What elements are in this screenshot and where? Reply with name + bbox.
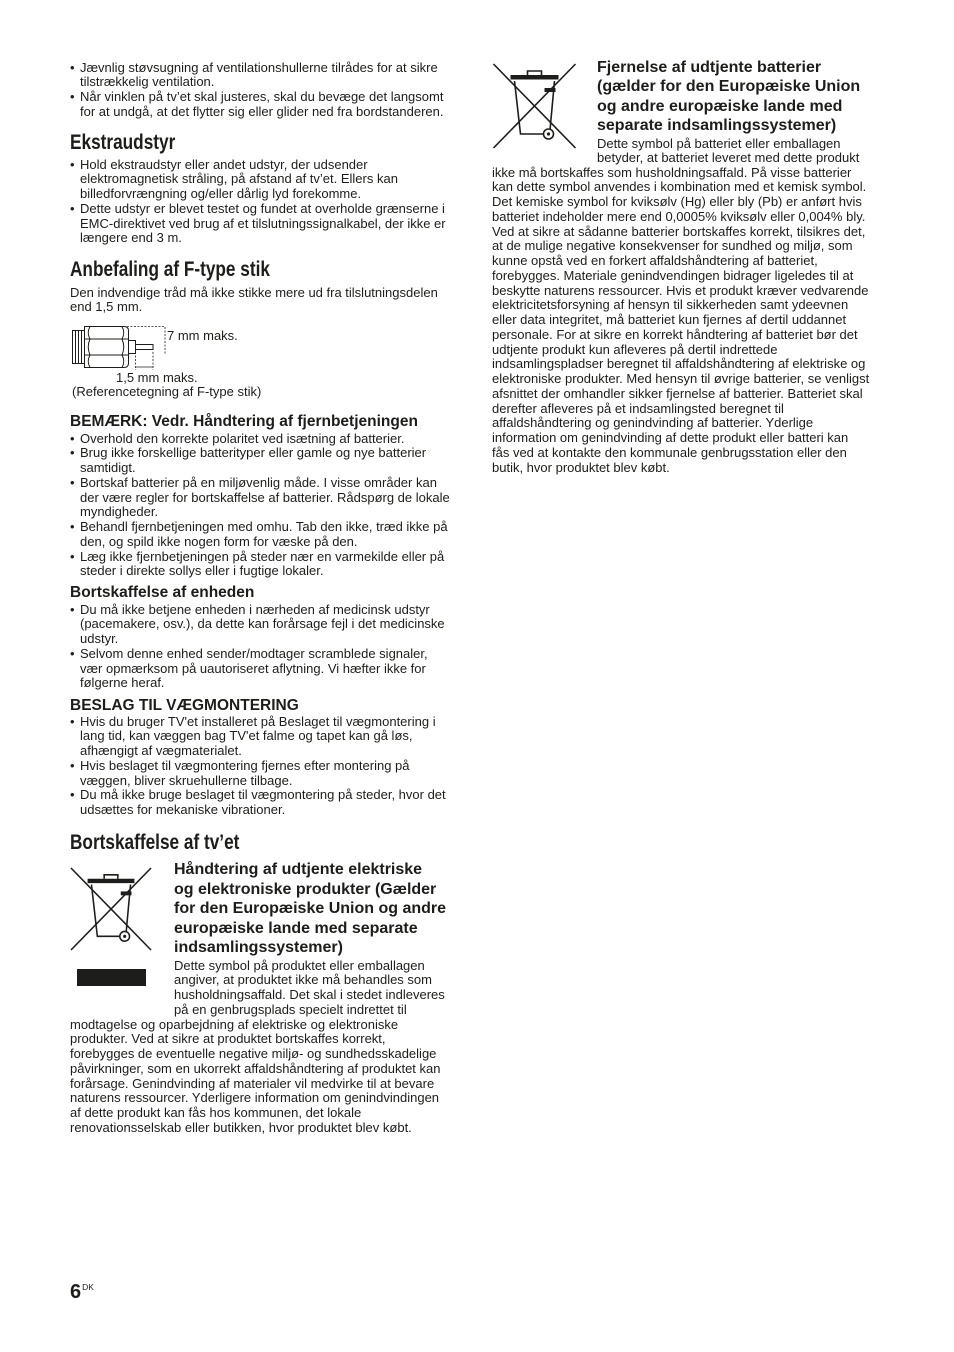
section-heading-f-type: Anbefaling af F-type stik — [70, 258, 270, 281]
subheading-weee: Håndtering af udtjente elektriske og elektroniske produkter (Gælder for den Europæiske Union og andre europæiske lande med separate indsamlingssystemer) — [174, 861, 447, 956]
crossed-out-wheelie-bin-icon — [492, 63, 577, 149]
subheading-unit-disposal: Bortskaffelse af enheden — [70, 584, 255, 601]
list-item: • Læg ikke fjernbetjeningen på steder nær en varmekilde eller på steder i direkte sollys eller i fugtige lokaler. — [70, 550, 450, 580]
subheading-battery-disposal: Fjernelse af udtjente batterier (gælder for den Europæiske Union og andre europæiske lande med separate indsamlingssystemer) — [597, 59, 861, 135]
dimension-label-1-5mm: 1,5 mm maks. — [116, 370, 198, 385]
ekstraudstyr-bullet-list — [70, 158, 446, 247]
list-item: • Du må ikke bruge beslaget til vægmontering på steder, hvor det udsættes for mekaniske vibrationer. — [70, 788, 446, 818]
page-language-code: DK — [82, 1282, 94, 1292]
f-type-connector-icon — [70, 322, 170, 374]
battery-paragraph-below-icon: ikke må bortskaffes som husholdningsaffald. På visse batterier kan dette symbol anvendes i kombination med et kemisk symbol. Det kemiske symbol for kviksølv (Hg) eller bly (Pb) er anført hvis batteriet indeholder mere end 0,0005% kviksølv eller 0,004% bly. Ved at sikre at sådanne batterier bortskaffes korrekt, tilsikres det, at de mulige negative konsekvenser for sundhed og miljø, som kunne opstå ved en forkert affaldshåndtering af batteriet, forebygges. Materiale genindvendingen bidrager ligeledes til at beskytte naturens ressourcer. Hvis et produkt kræver vedvarende elektricitetsforsyning af hensyn til sikkerheden samt ydeevnen eller data integritet, må batteriet kun fjernes af dertil uddannet personale. For at sikre en korrekt håndtering af batteriet bør det udtjente produkt kun afleveres på dertil indrettede indsamlingspladser beregnet til affaldshåndtering af elektriske og elektroniske produkter. Med hensyn til øvrige batterier, se venligst afsnittet der omhandler sikker fjernelse af batterier. Batteriet skal derefter afleveres på et indsamlingsted beregnet til affaldshåndtering og genindvinding af batterier. Yderlige information om genindvinding af dette produkt eller batteri kan fås ved at kontakte den kommunale genbrugsstation eller den butik, hvor produktet blev købt. — [492, 164, 870, 475]
list-item: • Dette udstyr er blevet testet og fundet at overholde grænserne i EMC-direktivet ved brug af et tilslutningssignalkabel, der ikke er længere end 3 m. — [70, 202, 446, 246]
weee-black-bar — [77, 969, 146, 986]
dimension-label-7mm: 7 mm maks. — [167, 327, 238, 343]
weee-paragraph-below-icon: modtagelse og oparbejdning af elektriske og elektroniske produkter. Ved at sikre at produktet bortskaffes korrekt, forebygges de eventuelle negative miljø- og sundhedsskadelige påvirkninger, som en ukorrekt affaldshåndtering af produktet kan forårsage. Genindvinding af materialer vil medvirke til at bevare naturens ressourcer. Yderligere information om genindvindingen af dette produkt kan fås hos kommunen, det lokale renovationsselskab eller butikken, hvor produktet blev købt. — [70, 1016, 441, 1135]
page-footer — [70, 1281, 94, 1303]
figure-caption: (Referencetegning af F-type stik) — [72, 383, 262, 399]
wall-mount-bullet-list — [70, 715, 446, 818]
list-item: • Når vinklen på tv’et skal justeres, skal du bevæge det langsomt for at undgå, at det flytter sig eller glider ned fra bordstanderen. — [70, 90, 444, 120]
page-number: 6 — [70, 1281, 82, 1303]
battery-paragraph-beside-icon: Dette symbol på batteriet eller emballagen betyder, at batteriet leveret med dette produkt — [597, 135, 860, 166]
remote-bullet-list — [70, 432, 450, 580]
list-item: • Behandl fjernbetjeningen med omhu. Tab den ikke, træd ikke på den, og spild ikke nogen form for væske på den. — [70, 520, 450, 550]
subheading-remote: BEMÆRK: Vedr. Håndtering af fjernbetjeningen — [70, 413, 418, 430]
list-item: • Hvis du bruger TV'et installeret på Beslaget til vægmontering i lang tid, kan væggen bag TV'et falme og tapet kan gå løs, afhængigt af vægmaterialet. — [70, 715, 446, 759]
list-item: • Hold ekstraudstyr eller andet udstyr, der udsender elektromagnetisk stråling, på afstand af tv’et. Ellers kan billedforvrængning og/eller dårlig lyd forekomme. — [70, 158, 446, 202]
section-heading-ekstraudstyr: Ekstraudstyr — [70, 131, 176, 154]
list-item: • Du må ikke betjene enheden i nærheden af medicinsk udstyr (pacemakere, osv.), da dette kan forårsage fejl i det medicinske udstyr. — [70, 603, 445, 647]
list-item: • Overhold den korrekte polaritet ved isætning af batterier. — [70, 432, 450, 447]
unit-disposal-bullet-list — [70, 603, 445, 692]
list-item: • Brug ikke forskellige batterityper eller gamle og nye batterier samtidigt. — [70, 446, 450, 476]
section-heading-tv-disposal: Bortskaffelse af tv’et — [70, 831, 240, 854]
list-item: • Hvis beslaget til vægmontering fjernes efter montering på væggen, bliver skruehullerne tilbage. — [70, 759, 446, 789]
list-item: • Jævnlig støvsugning af ventilationshullerne tilrådes for at sikre tilstrækkelig ventilation. — [70, 61, 444, 91]
f-type-paragraph: Den indvendige tråd må ikke stikke mere ud fra tilslutningsdelen end 1,5 mm. — [70, 284, 438, 315]
intro-bullet-list — [70, 61, 444, 120]
list-item: • Selvom denne enhed sender/modtager scramblede signaler, vær opmærksom på uautoriseret aflytning. Vi hæfter ikke for følgerne heraf. — [70, 647, 445, 691]
crossed-out-wheelie-bin-icon — [70, 866, 152, 952]
subheading-wall-mount: BESLAG TIL VÆGMONTERING — [70, 697, 299, 714]
weee-paragraph-beside-icon: Dette symbol på produktet eller emballagen angiver, at produktet ikke må behandles som husholdningsaffald. Det skal i stedet indleveres på en genbrugsplads specielt indrettet til — [174, 957, 445, 1017]
list-item: • Bortskaf batterier på en miljøvenlig måde. I visse områder kan der være regler for bortskaffelse af batterier. Rådspørg de lokale myndigheder. — [70, 476, 450, 520]
